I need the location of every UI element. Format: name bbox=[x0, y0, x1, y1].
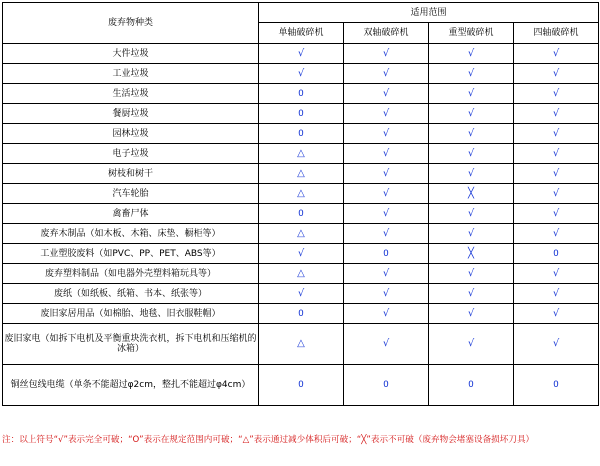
suitability-cell bbox=[429, 124, 514, 144]
suitability-cell bbox=[429, 284, 514, 304]
table-row bbox=[3, 164, 599, 184]
suitability-mark: √ bbox=[552, 187, 560, 199]
suitability-mark: √ bbox=[467, 207, 475, 219]
suitability-mark: √ bbox=[467, 307, 475, 319]
suitability-cell bbox=[514, 64, 599, 84]
machine-header-four-shaft: 四轴破碎机 bbox=[514, 23, 599, 44]
suitability-cell bbox=[344, 124, 429, 144]
suitability-cell bbox=[344, 224, 429, 244]
suitability-cell bbox=[429, 164, 514, 184]
machine-header-single-shaft: 单轴破碎机 bbox=[259, 23, 344, 44]
suitability-mark: O bbox=[298, 208, 304, 219]
applicability-table bbox=[2, 2, 599, 406]
suitability-mark: △ bbox=[297, 147, 305, 159]
footnote: 注：以上符号“√”表示完全可破；“O”表示在规定范围内可破；“△”表示通过减少体积后可破；“╳”表示不可破（废弃物会堵塞设备损坏刀具） bbox=[2, 435, 535, 445]
suitability-cell bbox=[344, 64, 429, 84]
table-row bbox=[3, 44, 599, 64]
machine-header-double-shaft: 双轴破碎机 bbox=[344, 23, 429, 44]
suitability-cell bbox=[514, 164, 599, 184]
suitability-mark: √ bbox=[382, 107, 390, 119]
suitability-mark: √ bbox=[552, 287, 560, 299]
suitability-cell bbox=[514, 365, 599, 406]
suitability-mark: √ bbox=[382, 87, 390, 99]
suitability-mark: √ bbox=[552, 307, 560, 319]
suitability-mark: √ bbox=[467, 107, 475, 119]
suitability-mark: √ bbox=[382, 147, 390, 159]
suitability-mark: √ bbox=[552, 87, 560, 99]
suitability-cell bbox=[259, 144, 344, 164]
suitability-mark: O bbox=[553, 248, 559, 259]
suitability-mark: √ bbox=[382, 187, 390, 199]
waste-type-cell: 树枝和树干 bbox=[3, 164, 259, 184]
table-row bbox=[3, 264, 599, 284]
suitability-mark: √ bbox=[467, 67, 475, 79]
suitability-mark: △ bbox=[297, 267, 305, 279]
suitability-mark: O bbox=[298, 380, 304, 390]
suitability-cell bbox=[344, 365, 429, 406]
suitability-cell bbox=[259, 84, 344, 104]
suitability-cell bbox=[514, 324, 599, 365]
suitability-cell bbox=[259, 284, 344, 304]
suitability-cell bbox=[429, 224, 514, 244]
suitability-mark: O bbox=[298, 128, 304, 139]
table-row bbox=[3, 244, 599, 264]
suitability-mark: √ bbox=[382, 287, 390, 299]
suitability-cell bbox=[429, 64, 514, 84]
suitability-cell bbox=[259, 184, 344, 204]
waste-type-cell: 铜丝包线电缆（单条不能超过φ2cm，整扎不能超过φ4cm） bbox=[3, 365, 259, 406]
suitability-cell bbox=[429, 244, 514, 264]
suitability-mark: √ bbox=[467, 338, 475, 349]
suitability-mark: √ bbox=[382, 338, 390, 349]
suitability-mark: √ bbox=[382, 227, 390, 239]
suitability-cell bbox=[429, 44, 514, 64]
suitability-mark: √ bbox=[552, 47, 560, 59]
suitability-mark: √ bbox=[552, 267, 560, 279]
suitability-cell bbox=[344, 244, 429, 264]
suitability-mark: √ bbox=[552, 207, 560, 219]
suitability-mark: √ bbox=[297, 47, 305, 59]
scope-header: 适用范围 bbox=[259, 3, 599, 23]
suitability-mark: √ bbox=[467, 167, 475, 179]
suitability-mark: √ bbox=[552, 227, 560, 239]
suitability-mark: O bbox=[298, 88, 304, 99]
suitability-mark: √ bbox=[382, 307, 390, 319]
suitability-cell bbox=[429, 144, 514, 164]
suitability-cell bbox=[344, 284, 429, 304]
suitability-cell bbox=[429, 304, 514, 324]
table-row bbox=[3, 304, 599, 324]
machine-header-heavy-duty: 重型破碎机 bbox=[429, 23, 514, 44]
waste-type-cell: 废旧家电（如拆下电机及平衡重块洗衣机，拆下电机和压缩机的冰箱） bbox=[3, 324, 259, 365]
table-row bbox=[3, 184, 599, 204]
suitability-cell bbox=[344, 144, 429, 164]
waste-type-cell: 大件垃圾 bbox=[3, 44, 259, 64]
waste-type-cell: 废纸（如纸板、纸箱、书本、纸张等） bbox=[3, 284, 259, 304]
suitability-mark: √ bbox=[467, 287, 475, 299]
suitability-cell bbox=[259, 164, 344, 184]
suitability-mark: √ bbox=[382, 127, 390, 139]
suitability-cell bbox=[429, 104, 514, 124]
suitability-mark: O bbox=[383, 248, 389, 259]
suitability-mark: √ bbox=[467, 227, 475, 239]
suitability-mark: √ bbox=[467, 147, 475, 159]
suitability-cell bbox=[514, 284, 599, 304]
suitability-mark: √ bbox=[382, 167, 390, 179]
suitability-cell bbox=[344, 204, 429, 224]
table-body bbox=[3, 44, 599, 406]
waste-type-cell: 餐厨垃圾 bbox=[3, 104, 259, 124]
suitability-mark: √ bbox=[297, 67, 305, 79]
suitability-mark: √ bbox=[467, 267, 475, 279]
suitability-cell bbox=[429, 184, 514, 204]
suitability-cell bbox=[429, 264, 514, 284]
suitability-cell bbox=[514, 204, 599, 224]
table-row bbox=[3, 365, 599, 406]
suitability-mark: √ bbox=[467, 47, 475, 59]
suitability-mark: △ bbox=[297, 227, 305, 239]
suitability-mark: O bbox=[298, 108, 304, 119]
table-row bbox=[3, 204, 599, 224]
waste-type-cell: 生活垃圾 bbox=[3, 84, 259, 104]
suitability-cell bbox=[429, 84, 514, 104]
suitability-cell bbox=[514, 264, 599, 284]
suitability-cell bbox=[514, 104, 599, 124]
suitability-cell bbox=[259, 104, 344, 124]
suitability-cell bbox=[514, 184, 599, 204]
suitability-cell bbox=[259, 44, 344, 64]
suitability-cell bbox=[344, 304, 429, 324]
table-row bbox=[3, 64, 599, 84]
suitability-cell bbox=[344, 44, 429, 64]
suitability-cell bbox=[514, 44, 599, 64]
suitability-cell bbox=[344, 264, 429, 284]
waste-type-header: 废弃物种类 bbox=[3, 3, 259, 44]
suitability-mark: △ bbox=[297, 187, 305, 199]
suitability-mark: △ bbox=[297, 338, 305, 349]
table-row bbox=[3, 84, 599, 104]
suitability-mark: √ bbox=[382, 67, 390, 79]
suitability-mark: √ bbox=[297, 287, 305, 299]
suitability-mark: √ bbox=[467, 127, 475, 139]
suitability-cell bbox=[259, 304, 344, 324]
table-row bbox=[3, 124, 599, 144]
waste-type-cell: 汽车轮胎 bbox=[3, 184, 259, 204]
table-row bbox=[3, 224, 599, 244]
waste-type-cell: 工业塑胶废料（如PVC、PP、PET、ABS等） bbox=[3, 244, 259, 264]
suitability-mark: √ bbox=[552, 127, 560, 139]
table-row bbox=[3, 284, 599, 304]
table-row bbox=[3, 324, 599, 365]
table-row bbox=[3, 104, 599, 124]
suitability-cell bbox=[259, 224, 344, 244]
suitability-mark: O bbox=[298, 308, 304, 319]
suitability-mark: √ bbox=[382, 207, 390, 219]
suitability-cell bbox=[344, 104, 429, 124]
suitability-cell bbox=[429, 324, 514, 365]
suitability-mark: O bbox=[553, 380, 559, 390]
suitability-cell bbox=[514, 84, 599, 104]
waste-type-cell: 园林垃圾 bbox=[3, 124, 259, 144]
suitability-mark: √ bbox=[552, 147, 560, 159]
header-row-top bbox=[3, 3, 599, 23]
table-row bbox=[3, 144, 599, 164]
suitability-mark: √ bbox=[382, 47, 390, 59]
suitability-mark: ╳ bbox=[467, 187, 475, 199]
suitability-cell bbox=[514, 304, 599, 324]
suitability-mark: O bbox=[468, 380, 474, 390]
suitability-mark: √ bbox=[552, 107, 560, 119]
suitability-cell bbox=[344, 184, 429, 204]
suitability-mark: √ bbox=[297, 247, 305, 259]
waste-type-cell: 废旧家居用品（如棉胎、地毯、旧衣服鞋帽） bbox=[3, 304, 259, 324]
suitability-cell bbox=[259, 324, 344, 365]
suitability-mark: √ bbox=[382, 267, 390, 279]
suitability-mark: △ bbox=[297, 167, 305, 179]
suitability-cell bbox=[429, 365, 514, 406]
suitability-mark: √ bbox=[552, 338, 560, 349]
suitability-mark: √ bbox=[467, 87, 475, 99]
suitability-mark: √ bbox=[552, 67, 560, 79]
waste-type-cell: 废弃木制品（如木板、木箱、床垫、橱柜等） bbox=[3, 224, 259, 244]
suitability-cell bbox=[259, 64, 344, 84]
suitability-mark: √ bbox=[552, 167, 560, 179]
waste-type-cell: 电子垃圾 bbox=[3, 144, 259, 164]
suitability-cell bbox=[514, 144, 599, 164]
waste-type-cell: 禽畜尸体 bbox=[3, 204, 259, 224]
suitability-cell bbox=[259, 264, 344, 284]
suitability-cell bbox=[259, 244, 344, 264]
suitability-cell bbox=[429, 204, 514, 224]
suitability-cell bbox=[514, 124, 599, 144]
suitability-mark: O bbox=[383, 380, 389, 390]
suitability-cell bbox=[514, 224, 599, 244]
suitability-cell bbox=[344, 84, 429, 104]
waste-type-cell: 废弃塑料制品（如电器外壳塑料箱玩具等） bbox=[3, 264, 259, 284]
suitability-cell bbox=[344, 164, 429, 184]
suitability-cell bbox=[259, 204, 344, 224]
waste-type-cell: 工业垃圾 bbox=[3, 64, 259, 84]
suitability-cell bbox=[259, 365, 344, 406]
suitability-mark: ╳ bbox=[467, 247, 475, 259]
suitability-cell bbox=[344, 324, 429, 365]
suitability-cell bbox=[259, 124, 344, 144]
suitability-cell bbox=[514, 244, 599, 264]
